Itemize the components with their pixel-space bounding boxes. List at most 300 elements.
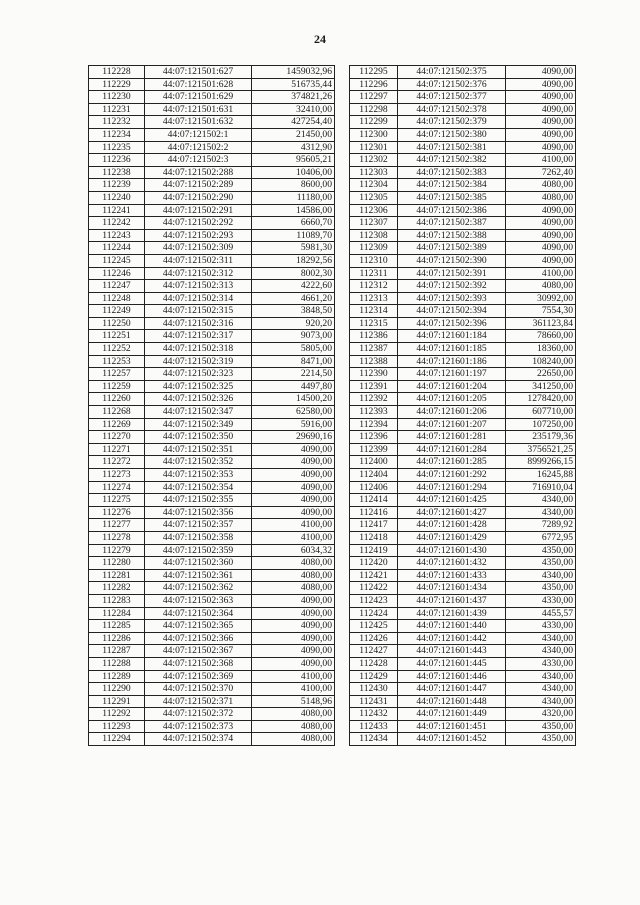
cadastral-number-cell: 44:07:121501:627 xyxy=(145,66,252,79)
record-id-cell: 112274 xyxy=(89,481,145,494)
value-cell: 4080,00 xyxy=(252,582,335,595)
table-row xyxy=(350,557,576,570)
record-id-cell: 112259 xyxy=(89,380,145,393)
value-cell: 3848,50 xyxy=(252,305,335,318)
cadastral-number-cell: 44:07:121502:317 xyxy=(145,330,252,343)
value-cell: 4340,00 xyxy=(506,695,576,708)
value-cell: 4090,00 xyxy=(252,506,335,519)
record-id-cell: 112404 xyxy=(350,469,398,482)
table-row xyxy=(89,191,335,204)
table-row xyxy=(89,330,335,343)
cadastral-number-cell: 44:07:121601:439 xyxy=(398,607,506,620)
record-id-cell: 112303 xyxy=(350,166,398,179)
table-row xyxy=(350,305,576,318)
table-row xyxy=(350,695,576,708)
value-cell: 4090,00 xyxy=(506,217,576,230)
cadastral-number-cell: 44:07:121502:312 xyxy=(145,267,252,280)
table-row xyxy=(350,343,576,356)
table-row xyxy=(350,128,576,141)
table-row xyxy=(89,305,335,318)
record-id-cell: 112400 xyxy=(350,456,398,469)
cadastral-number-cell: 44:07:121502:349 xyxy=(145,418,252,431)
cadastral-number-cell: 44:07:121601:184 xyxy=(398,330,506,343)
table-row xyxy=(350,103,576,116)
table-row xyxy=(89,418,335,431)
table-row xyxy=(89,569,335,582)
value-cell: 4330,00 xyxy=(506,657,576,670)
record-id-cell: 112423 xyxy=(350,594,398,607)
value-cell: 4100,00 xyxy=(506,154,576,167)
table-row xyxy=(350,494,576,507)
value-cell: 4090,00 xyxy=(506,254,576,267)
record-id-cell: 112311 xyxy=(350,267,398,280)
value-cell: 4100,00 xyxy=(252,670,335,683)
value-cell: 14586,00 xyxy=(252,204,335,217)
record-id-cell: 112236 xyxy=(89,154,145,167)
cadastral-number-cell: 44:07:121601:428 xyxy=(398,519,506,532)
cadastral-number-cell: 44:07:121502:388 xyxy=(398,229,506,242)
record-id-cell: 112273 xyxy=(89,469,145,482)
value-cell: 3756521,25 xyxy=(506,443,576,456)
record-id-cell: 112251 xyxy=(89,330,145,343)
value-cell: 1278420,00 xyxy=(506,393,576,406)
table-row xyxy=(350,166,576,179)
table-row xyxy=(350,708,576,721)
value-cell: 6772,95 xyxy=(506,531,576,544)
cadastral-number-cell: 44:07:121502:357 xyxy=(145,519,252,532)
cadastral-number-cell: 44:07:121501:628 xyxy=(145,78,252,91)
value-cell: 108240,00 xyxy=(506,355,576,368)
cadastral-number-cell: 44:07:121601:433 xyxy=(398,569,506,582)
value-cell: 361123,84 xyxy=(506,317,576,330)
record-id-cell: 112426 xyxy=(350,632,398,645)
value-cell: 4455,57 xyxy=(506,607,576,620)
cadastral-number-cell: 44:07:121601:425 xyxy=(398,494,506,507)
cadastral-number-cell: 44:07:121601:442 xyxy=(398,632,506,645)
value-cell: 11089,70 xyxy=(252,229,335,242)
table-row xyxy=(89,179,335,192)
value-cell: 4090,00 xyxy=(252,645,335,658)
table-row xyxy=(89,456,335,469)
cadastral-number-cell: 44:07:121502:380 xyxy=(398,128,506,141)
value-cell: 4090,00 xyxy=(506,242,576,255)
table-row xyxy=(89,103,335,116)
table-row xyxy=(89,481,335,494)
record-id-cell: 112414 xyxy=(350,494,398,507)
record-id-cell: 112427 xyxy=(350,645,398,658)
value-cell: 4080,00 xyxy=(506,280,576,293)
table-row xyxy=(350,191,576,204)
record-id-cell: 112238 xyxy=(89,166,145,179)
cadastral-number-cell: 44:07:121502:367 xyxy=(145,645,252,658)
value-cell: 4350,00 xyxy=(506,720,576,733)
cadastral-number-cell: 44:07:121502:382 xyxy=(398,154,506,167)
value-cell: 4090,00 xyxy=(252,594,335,607)
cadastral-number-cell: 44:07:121502:396 xyxy=(398,317,506,330)
table-row xyxy=(350,632,576,645)
cadastral-number-cell: 44:07:121601:185 xyxy=(398,343,506,356)
table-row xyxy=(350,544,576,557)
value-cell: 4090,00 xyxy=(252,443,335,456)
table-row xyxy=(89,166,335,179)
table-row xyxy=(350,720,576,733)
record-id-cell: 112245 xyxy=(89,254,145,267)
value-cell: 4222,60 xyxy=(252,280,335,293)
table-row xyxy=(89,708,335,721)
cadastral-number-cell: 44:07:121502:309 xyxy=(145,242,252,255)
value-cell: 516735,44 xyxy=(252,78,335,91)
table-row xyxy=(350,217,576,230)
cadastral-number-cell: 44:07:121502:366 xyxy=(145,632,252,645)
record-id-cell: 112394 xyxy=(350,418,398,431)
value-cell: 5981,30 xyxy=(252,242,335,255)
value-cell: 4090,00 xyxy=(506,66,576,79)
value-cell: 4340,00 xyxy=(506,569,576,582)
value-cell: 5916,00 xyxy=(252,418,335,431)
value-cell: 5805,00 xyxy=(252,343,335,356)
record-id-cell: 112429 xyxy=(350,670,398,683)
cadastral-number-cell: 44:07:121502:291 xyxy=(145,204,252,217)
table-row xyxy=(89,78,335,91)
value-cell: 4080,00 xyxy=(252,557,335,570)
record-id-cell: 112300 xyxy=(350,128,398,141)
value-cell: 9073,00 xyxy=(252,330,335,343)
table-row xyxy=(350,569,576,582)
record-id-cell: 112230 xyxy=(89,91,145,104)
cadastral-number-cell: 44:07:121502:289 xyxy=(145,179,252,192)
table-row xyxy=(350,481,576,494)
cadastral-number-cell: 44:07:121502:370 xyxy=(145,683,252,696)
record-id-cell: 112294 xyxy=(89,733,145,746)
value-cell: 4100,00 xyxy=(252,519,335,532)
record-id-cell: 112312 xyxy=(350,280,398,293)
table-row xyxy=(350,645,576,658)
record-id-cell: 112249 xyxy=(89,305,145,318)
value-cell: 4080,00 xyxy=(252,720,335,733)
record-id-cell: 112286 xyxy=(89,632,145,645)
value-cell: 4661,20 xyxy=(252,292,335,305)
table-row xyxy=(350,154,576,167)
table-row xyxy=(350,607,576,620)
value-cell: 4080,00 xyxy=(252,733,335,746)
table-row xyxy=(350,620,576,633)
value-cell: 235179,36 xyxy=(506,431,576,444)
record-id-cell: 112290 xyxy=(89,683,145,696)
table-row xyxy=(350,456,576,469)
value-cell: 107250,00 xyxy=(506,418,576,431)
record-id-cell: 112291 xyxy=(89,695,145,708)
record-id-cell: 112243 xyxy=(89,229,145,242)
table-row xyxy=(350,179,576,192)
record-id-cell: 112287 xyxy=(89,645,145,658)
value-cell: 4497,80 xyxy=(252,380,335,393)
record-id-cell: 112276 xyxy=(89,506,145,519)
record-id-cell: 112422 xyxy=(350,582,398,595)
cadastral-number-cell: 44:07:121601:429 xyxy=(398,531,506,544)
value-cell: 11180,00 xyxy=(252,191,335,204)
record-id-cell: 112231 xyxy=(89,103,145,116)
table-row xyxy=(89,116,335,129)
value-cell: 427254,40 xyxy=(252,116,335,129)
cadastral-number-cell: 44:07:121502:292 xyxy=(145,217,252,230)
record-id-cell: 112247 xyxy=(89,280,145,293)
record-id-cell: 112246 xyxy=(89,267,145,280)
value-cell: 78660,00 xyxy=(506,330,576,343)
record-id-cell: 112285 xyxy=(89,620,145,633)
registry-table-left xyxy=(88,65,335,746)
cadastral-number-cell: 44:07:121502:363 xyxy=(145,594,252,607)
cadastral-number-cell: 44:07:121601:446 xyxy=(398,670,506,683)
record-id-cell: 112391 xyxy=(350,380,398,393)
table-row xyxy=(89,431,335,444)
table-row xyxy=(89,494,335,507)
cadastral-number-cell: 44:07:121502:384 xyxy=(398,179,506,192)
value-cell: 4080,00 xyxy=(252,708,335,721)
record-id-cell: 112272 xyxy=(89,456,145,469)
record-id-cell: 112417 xyxy=(350,519,398,532)
value-cell: 10406,00 xyxy=(252,166,335,179)
value-cell: 21450,00 xyxy=(252,128,335,141)
table-row xyxy=(350,506,576,519)
value-cell: 4080,00 xyxy=(506,191,576,204)
table-row xyxy=(350,242,576,255)
cadastral-number-cell: 44:07:121502:369 xyxy=(145,670,252,683)
table-row xyxy=(350,254,576,267)
record-id-cell: 112257 xyxy=(89,368,145,381)
table-row xyxy=(89,469,335,482)
value-cell: 6034,32 xyxy=(252,544,335,557)
table-row xyxy=(89,355,335,368)
record-id-cell: 112313 xyxy=(350,292,398,305)
table-row xyxy=(89,280,335,293)
cadastral-number-cell: 44:07:121601:440 xyxy=(398,620,506,633)
cadastral-number-cell: 44:07:121502:390 xyxy=(398,254,506,267)
record-id-cell: 112399 xyxy=(350,443,398,456)
record-id-cell: 112387 xyxy=(350,343,398,356)
table-row xyxy=(350,280,576,293)
table-row xyxy=(350,670,576,683)
record-id-cell: 112314 xyxy=(350,305,398,318)
record-id-cell: 112430 xyxy=(350,683,398,696)
cadastral-number-cell: 44:07:121502:392 xyxy=(398,280,506,293)
record-id-cell: 112282 xyxy=(89,582,145,595)
cadastral-number-cell: 44:07:121601:447 xyxy=(398,683,506,696)
record-id-cell: 112298 xyxy=(350,103,398,116)
record-id-cell: 112270 xyxy=(89,431,145,444)
value-cell: 18360,00 xyxy=(506,343,576,356)
cadastral-number-cell: 44:07:121502:375 xyxy=(398,66,506,79)
table-row xyxy=(350,519,576,532)
record-id-cell: 112289 xyxy=(89,670,145,683)
value-cell: 4330,00 xyxy=(506,620,576,633)
record-id-cell: 112297 xyxy=(350,91,398,104)
value-cell: 4312,90 xyxy=(252,141,335,154)
value-cell: 2214,50 xyxy=(252,368,335,381)
table-row xyxy=(350,469,576,482)
record-id-cell: 112228 xyxy=(89,66,145,79)
table-row xyxy=(350,116,576,129)
value-cell: 29690,16 xyxy=(252,431,335,444)
cadastral-number-cell: 44:07:121502:1 xyxy=(145,128,252,141)
cadastral-number-cell: 44:07:121601:292 xyxy=(398,469,506,482)
cadastral-number-cell: 44:07:121601:427 xyxy=(398,506,506,519)
cadastral-number-cell: 44:07:121601:284 xyxy=(398,443,506,456)
cadastral-number-cell: 44:07:121502:372 xyxy=(145,708,252,721)
value-cell: 4090,00 xyxy=(506,103,576,116)
record-id-cell: 112390 xyxy=(350,368,398,381)
table-row xyxy=(89,66,335,79)
cadastral-number-cell: 44:07:121601:294 xyxy=(398,481,506,494)
record-id-cell: 112307 xyxy=(350,217,398,230)
record-id-cell: 112302 xyxy=(350,154,398,167)
record-id-cell: 112244 xyxy=(89,242,145,255)
table-row xyxy=(89,91,335,104)
cadastral-number-cell: 44:07:121601:445 xyxy=(398,657,506,670)
cadastral-number-cell: 44:07:121502:374 xyxy=(145,733,252,746)
table-row xyxy=(350,91,576,104)
table-row xyxy=(350,418,576,431)
cadastral-number-cell: 44:07:121601:197 xyxy=(398,368,506,381)
value-cell: 14500,20 xyxy=(252,393,335,406)
table-row xyxy=(89,204,335,217)
record-id-cell: 112421 xyxy=(350,569,398,582)
value-cell: 32410,00 xyxy=(252,103,335,116)
cadastral-number-cell: 44:07:121502:347 xyxy=(145,406,252,419)
cadastral-number-cell: 44:07:121502:360 xyxy=(145,557,252,570)
table-row xyxy=(350,204,576,217)
cadastral-number-cell: 44:07:121502:351 xyxy=(145,443,252,456)
record-id-cell: 112269 xyxy=(89,418,145,431)
value-cell: 4320,00 xyxy=(506,708,576,721)
record-id-cell: 112292 xyxy=(89,708,145,721)
table-row xyxy=(89,267,335,280)
cadastral-number-cell: 44:07:121502:381 xyxy=(398,141,506,154)
table-row xyxy=(89,670,335,683)
table-row xyxy=(89,506,335,519)
table-row xyxy=(89,519,335,532)
table-row xyxy=(89,141,335,154)
cadastral-number-cell: 44:07:121502:316 xyxy=(145,317,252,330)
cadastral-number-cell: 44:07:121502:325 xyxy=(145,380,252,393)
value-cell: 4340,00 xyxy=(506,506,576,519)
record-id-cell: 112386 xyxy=(350,330,398,343)
value-cell: 7262,40 xyxy=(506,166,576,179)
table-row xyxy=(89,393,335,406)
record-id-cell: 112253 xyxy=(89,355,145,368)
record-id-cell: 112433 xyxy=(350,720,398,733)
record-id-cell: 112296 xyxy=(350,78,398,91)
record-id-cell: 112396 xyxy=(350,431,398,444)
cadastral-number-cell: 44:07:121502:358 xyxy=(145,531,252,544)
value-cell: 4090,00 xyxy=(252,481,335,494)
value-cell: 4090,00 xyxy=(506,116,576,129)
value-cell: 18292,56 xyxy=(252,254,335,267)
table-row xyxy=(350,431,576,444)
table-row xyxy=(350,443,576,456)
cadastral-number-cell: 44:07:121501:631 xyxy=(145,103,252,116)
record-id-cell: 112295 xyxy=(350,66,398,79)
cadastral-number-cell: 44:07:121601:281 xyxy=(398,431,506,444)
record-id-cell: 112288 xyxy=(89,657,145,670)
table-row xyxy=(350,330,576,343)
table-row xyxy=(350,657,576,670)
value-cell: 8999266,15 xyxy=(506,456,576,469)
record-id-cell: 112268 xyxy=(89,406,145,419)
record-id-cell: 112278 xyxy=(89,531,145,544)
record-id-cell: 112241 xyxy=(89,204,145,217)
table-row xyxy=(89,406,335,419)
cadastral-number-cell: 44:07:121502:385 xyxy=(398,191,506,204)
record-id-cell: 112284 xyxy=(89,607,145,620)
record-id-cell: 112428 xyxy=(350,657,398,670)
table-row xyxy=(350,141,576,154)
cadastral-number-cell: 44:07:121502:378 xyxy=(398,103,506,116)
table-row xyxy=(89,217,335,230)
table-row xyxy=(89,343,335,356)
cadastral-number-cell: 44:07:121502:368 xyxy=(145,657,252,670)
value-cell: 7554,30 xyxy=(506,305,576,318)
cadastral-number-cell: 44:07:121502:350 xyxy=(145,431,252,444)
cadastral-number-cell: 44:07:121601:186 xyxy=(398,355,506,368)
cadastral-number-cell: 44:07:121502:391 xyxy=(398,267,506,280)
record-id-cell: 112392 xyxy=(350,393,398,406)
table-row xyxy=(89,582,335,595)
cadastral-number-cell: 44:07:121502:383 xyxy=(398,166,506,179)
cadastral-number-cell: 44:07:121502:354 xyxy=(145,481,252,494)
table-row xyxy=(89,645,335,658)
cadastral-number-cell: 44:07:121502:326 xyxy=(145,393,252,406)
value-cell: 4340,00 xyxy=(506,670,576,683)
record-id-cell: 112424 xyxy=(350,607,398,620)
cadastral-number-cell: 44:07:121502:318 xyxy=(145,343,252,356)
value-cell: 4080,00 xyxy=(506,179,576,192)
value-cell: 716910,04 xyxy=(506,481,576,494)
table-row xyxy=(350,380,576,393)
record-id-cell: 112242 xyxy=(89,217,145,230)
cadastral-number-cell: 44:07:121502:373 xyxy=(145,720,252,733)
record-id-cell: 112235 xyxy=(89,141,145,154)
value-cell: 4090,00 xyxy=(252,456,335,469)
record-id-cell: 112283 xyxy=(89,594,145,607)
value-cell: 4090,00 xyxy=(506,229,576,242)
table-row xyxy=(350,229,576,242)
value-cell: 30992,00 xyxy=(506,292,576,305)
value-cell: 8600,00 xyxy=(252,179,335,192)
table-row xyxy=(89,695,335,708)
record-id-cell: 112310 xyxy=(350,254,398,267)
value-cell: 374821,26 xyxy=(252,91,335,104)
record-id-cell: 112305 xyxy=(350,191,398,204)
table-row xyxy=(350,733,576,746)
table-row xyxy=(89,380,335,393)
value-cell: 4100,00 xyxy=(252,683,335,696)
table-row xyxy=(350,292,576,305)
cadastral-number-cell: 44:07:121501:629 xyxy=(145,91,252,104)
table-row xyxy=(89,292,335,305)
table-row xyxy=(89,720,335,733)
value-cell: 4090,00 xyxy=(252,620,335,633)
record-id-cell: 112431 xyxy=(350,695,398,708)
table-row xyxy=(89,733,335,746)
cadastral-number-cell: 44:07:121502:352 xyxy=(145,456,252,469)
record-id-cell: 112432 xyxy=(350,708,398,721)
table-row xyxy=(350,78,576,91)
cadastral-number-cell: 44:07:121502:355 xyxy=(145,494,252,507)
table-row xyxy=(350,531,576,544)
value-cell: 4090,00 xyxy=(252,469,335,482)
cadastral-number-cell: 44:07:121502:288 xyxy=(145,166,252,179)
page-number: 24 xyxy=(314,32,326,46)
